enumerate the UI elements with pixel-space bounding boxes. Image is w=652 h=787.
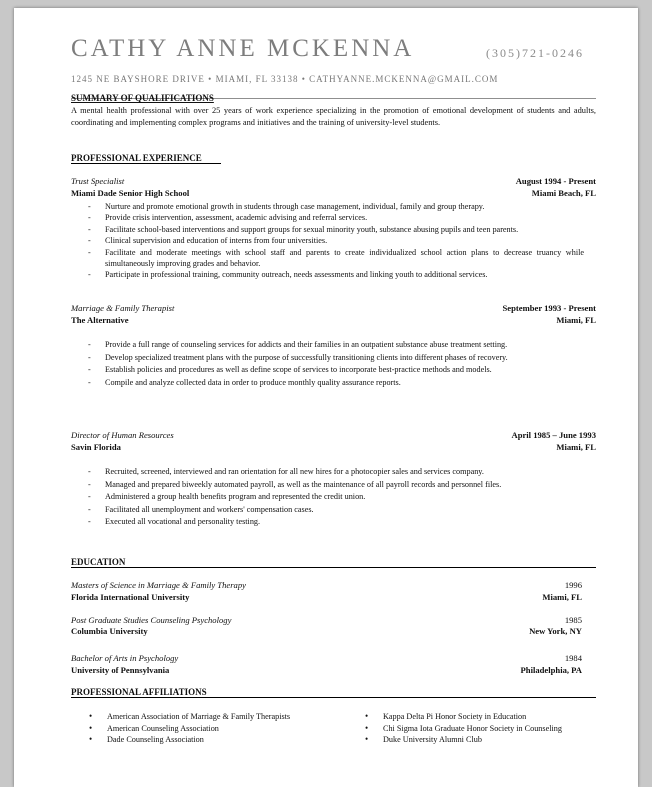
degree-title: Bachelor of Arts in Psychology xyxy=(71,653,179,663)
list-item: • American Counseling Association xyxy=(89,723,309,735)
job-bullets xyxy=(88,339,584,389)
degree-title: Post Graduate Studies Counseling Psychology xyxy=(71,615,232,625)
list-item: - Nurture and promote emotional growth in students through case management, individual, family and group therapy. xyxy=(88,201,584,212)
job-location: Miami Beach, FL xyxy=(531,188,596,198)
job-organization: The Alternative xyxy=(71,315,129,325)
job-title: Marriage & Family Therapist xyxy=(71,303,175,313)
summary-heading: SUMMARY OF QUALIFICATIONS xyxy=(71,93,214,103)
list-item: • Duke University Alumni Club xyxy=(365,734,580,746)
job-location: Miami, FL xyxy=(556,442,596,452)
job-title: Director of Human Resources xyxy=(71,430,174,440)
list-item: - Participate in professional training, community outreach, needs assessments and linking youth to additional services. xyxy=(88,269,584,280)
degree-year: 1984 xyxy=(564,653,582,663)
header xyxy=(71,35,596,63)
list-item: - Managed and prepared biweekly automated payroll, as well as the maintenance of all payroll records and personnel files. xyxy=(88,479,584,492)
list-item: • Dade Counseling Association xyxy=(89,734,309,746)
list-item: - Establish policies and procedures as well as define scope of services to incorporate best-practice methods and models. xyxy=(88,364,584,377)
list-item: - Provide a full range of counseling services for addicts and their families in an outpatient substance abuse treatment setting. xyxy=(88,339,584,352)
school-name: University of Pennsylvania xyxy=(71,665,170,675)
degree-year: 1996 xyxy=(564,580,582,590)
education-divider xyxy=(71,567,596,568)
list-item: • Kappa Delta Pi Honor Society in Education xyxy=(365,711,580,723)
job-dates: August 1994 - Present xyxy=(515,176,596,186)
school-location: Philadelphia, PA xyxy=(520,665,582,675)
list-item: • American Association of Marriage & Family Therapists xyxy=(89,711,309,723)
degree-year: 1985 xyxy=(564,615,582,625)
list-item: - Administered a group health benefits program and represented the credit union. xyxy=(88,491,584,504)
list-item: - Compile and analyze collected data in order to produce monthly quality assurance reports. xyxy=(88,377,584,390)
list-item: - Facilitate and moderate meetings with school staff and parents to create individualized school action plans to decrease truancy while simultaneously improving grades and behavior. xyxy=(88,247,584,270)
school-location: Miami, FL xyxy=(542,592,582,602)
job-bullets xyxy=(88,466,584,529)
job-location: Miami, FL xyxy=(556,315,596,325)
job-dates: September 1993 - Present xyxy=(502,303,596,313)
affiliations-heading: PROFESSIONAL AFFILIATIONS xyxy=(71,687,207,697)
list-item: - Facilitated all unemployment and workers' compensation cases. xyxy=(88,504,584,517)
job-organization: Miami Dade Senior High School xyxy=(71,188,190,198)
job-organization: Savin Florida xyxy=(71,442,121,452)
list-item: - Provide crisis intervention, assessment, academic advising and referral services. xyxy=(88,212,584,223)
experience-heading: PROFESSIONAL EXPERIENCE xyxy=(71,153,202,163)
experience-heading-underline xyxy=(71,163,221,164)
school-name: Florida International University xyxy=(71,592,190,602)
resume-content xyxy=(71,35,596,744)
affiliations-right-list xyxy=(365,711,580,746)
affiliations-divider xyxy=(71,697,596,698)
summary-text: A mental health professional with over 25 years of work experience specializing in the promotion of emotional development of students and adults, coordinating and implementing complex programs and initiatives and the training of university-level students. xyxy=(71,106,596,127)
list-item: - Develop specialized treatment plans with the purpose of successfully transitioning clients into different phases of recovery. xyxy=(88,352,584,365)
list-item: - Clinical supervision and education of interns from four universities. xyxy=(88,235,584,246)
job-bullets xyxy=(88,201,584,281)
list-item: - Executed all vocational and personality testing. xyxy=(88,516,584,529)
candidate-name: CATHY ANNE MCKENNA xyxy=(71,35,415,62)
list-item: - Facilitate school-based interventions and support groups for sexual minority youth, substance abusing pupils and teen parents. xyxy=(88,224,584,235)
list-item: • Chi Sigma Iota Graduate Honor Society in Counseling xyxy=(365,723,580,735)
list-item: - Recruited, screened, interviewed and ran orientation for all new hires for a photocopier sales and services company. xyxy=(88,466,584,479)
job-dates: April 1985 – June 1993 xyxy=(511,430,596,440)
school-name: Columbia University xyxy=(71,626,148,636)
education-heading: EDUCATION xyxy=(71,557,126,567)
school-location: New York, NY xyxy=(529,626,582,636)
job-title: Trust Specialist xyxy=(71,176,125,186)
affiliations-left-list xyxy=(89,711,309,746)
phone-number: (305)721-0246 xyxy=(486,46,584,60)
contact-line: 1245 NE BAYSHORE DRIVE • MIAMI, FL 33138 • CATHYANNE.MCKENNA@GMAIL.COM xyxy=(71,74,499,84)
degree-title: Masters of Science in Marriage & Family Therapy xyxy=(71,580,246,590)
resume-page xyxy=(14,8,638,787)
